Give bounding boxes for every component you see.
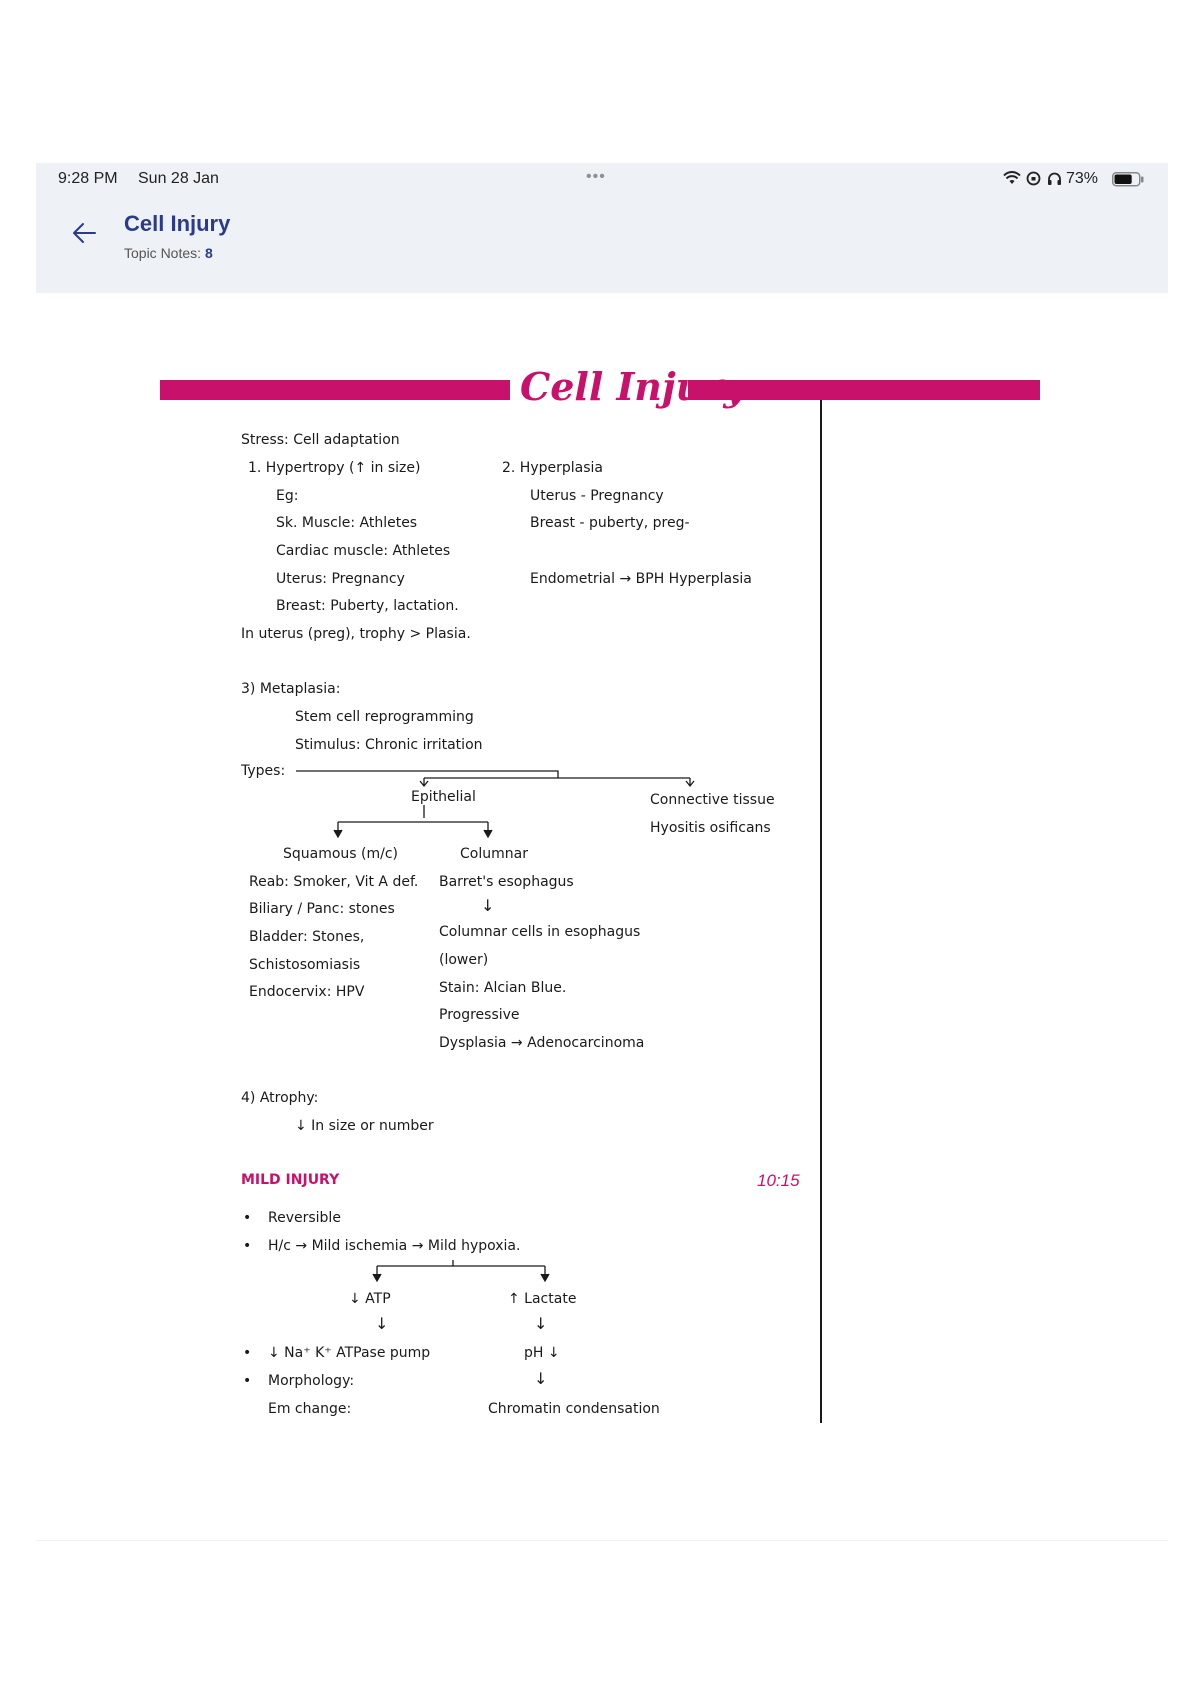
squamous-line: Biliary / Panc: stones [249, 901, 395, 917]
hyperplasia-line: Uterus - Pregnancy [530, 488, 664, 504]
connective-tissue-label: Connective tissue [650, 792, 775, 808]
topic-notes-count: 8 [204, 245, 213, 261]
hypertrophy-line: Eg: [276, 488, 299, 504]
hypertrophy-note: In uterus (preg), trophy > Plasia. [241, 626, 471, 642]
hypertrophy-line: Cardiac muscle: Athletes [276, 543, 451, 559]
columnar-line: Columnar cells in esophagus [439, 924, 641, 940]
columnar-line: (lower) [439, 952, 489, 968]
mild-injury-bullet: Morphology: [268, 1373, 355, 1389]
hypertrophy-heading: 1. Hypertropy (↑ in size) [248, 460, 421, 476]
down-arrow-icon: ↓ [481, 896, 495, 915]
hypertrophy-line: Sk. Muscle: Athletes [276, 515, 418, 531]
bullet-dot: • [243, 1373, 252, 1389]
columnar-line: Stain: Alcian Blue. [439, 980, 567, 996]
connective-tissue-example: Hyositis osificans [650, 820, 771, 836]
em-change-label: Em change: [268, 1401, 352, 1417]
banner-title: Cell Injury [520, 364, 746, 409]
epithelial-label: Epithelial [411, 789, 476, 805]
chromatin-label: Chromatin condensation [488, 1401, 660, 1417]
topic-notes-label: Topic Notes: [124, 245, 205, 261]
down-arrow-icon: ↓ [534, 1314, 548, 1333]
ph-label: pH ↓ [524, 1345, 560, 1361]
atrophy-line: ↓ In size or number [295, 1118, 434, 1134]
status-time: 9:28 PM [58, 170, 118, 187]
columnar-heading: Columnar [460, 846, 528, 862]
down-arrow-icon: ↓ [534, 1369, 548, 1388]
hyperplasia-line: Breast - puberty, preg- [530, 515, 690, 531]
columnar-line: Dysplasia → Adenocarcinoma [439, 1035, 645, 1051]
squamous-line: Reab: Smoker, Vit A def. [249, 874, 419, 890]
multitask-dots[interactable]: ••• [586, 168, 606, 185]
squamous-line: Bladder: Stones, [249, 929, 365, 945]
lactate-label: ↑ Lactate [508, 1291, 577, 1307]
hyperplasia-line: Endometrial → BPH Hyperplasia [530, 571, 752, 587]
hypertrophy-line: Uterus: Pregnancy [276, 571, 405, 587]
page-title: Cell Injury [124, 211, 231, 236]
status-date: Sun 28 Jan [138, 170, 219, 187]
bullet-dot: • [243, 1238, 252, 1254]
metaplasia-heading: 3) Metaplasia: [241, 681, 341, 697]
bullet-dot: • [243, 1210, 252, 1226]
atrophy-heading: 4) Atrophy: [241, 1090, 319, 1106]
columnar-line: Progressive [439, 1007, 520, 1023]
mild-injury-bullet: H/c → Mild ischemia → Mild hypoxia. [268, 1238, 521, 1254]
types-label: Types: [241, 763, 286, 779]
squamous-heading: Squamous (m/c) [283, 846, 399, 862]
hyperplasia-heading: 2. Hyperplasia [502, 460, 603, 476]
battery-percent: 73% [1066, 170, 1099, 187]
note-timestamp[interactable]: 10:15 [757, 1171, 800, 1190]
mild-injury-bullet: Reversible [268, 1210, 341, 1226]
mild-injury-heading: MILD INJURY [241, 1172, 340, 1188]
metaplasia-line: Stem cell reprogramming [295, 709, 474, 725]
columnar-line: Barret's esophagus [439, 874, 574, 890]
squamous-line: Endocervix: HPV [249, 984, 365, 1000]
bottom-divider [36, 1540, 1168, 1541]
hypertrophy-line: Breast: Puberty, lactation. [276, 598, 459, 614]
down-arrow-icon: ↓ [375, 1314, 389, 1333]
atp-label: ↓ ATP [349, 1291, 391, 1307]
stress-line: Stress: Cell adaptation [241, 432, 400, 448]
squamous-line: Schistosomiasis [249, 957, 361, 973]
bullet-dot: • [243, 1345, 252, 1361]
metaplasia-line: Stimulus: Chronic irritation [295, 737, 483, 753]
mild-injury-bullet: ↓ Na⁺ K⁺ ATPase pump [268, 1345, 431, 1361]
